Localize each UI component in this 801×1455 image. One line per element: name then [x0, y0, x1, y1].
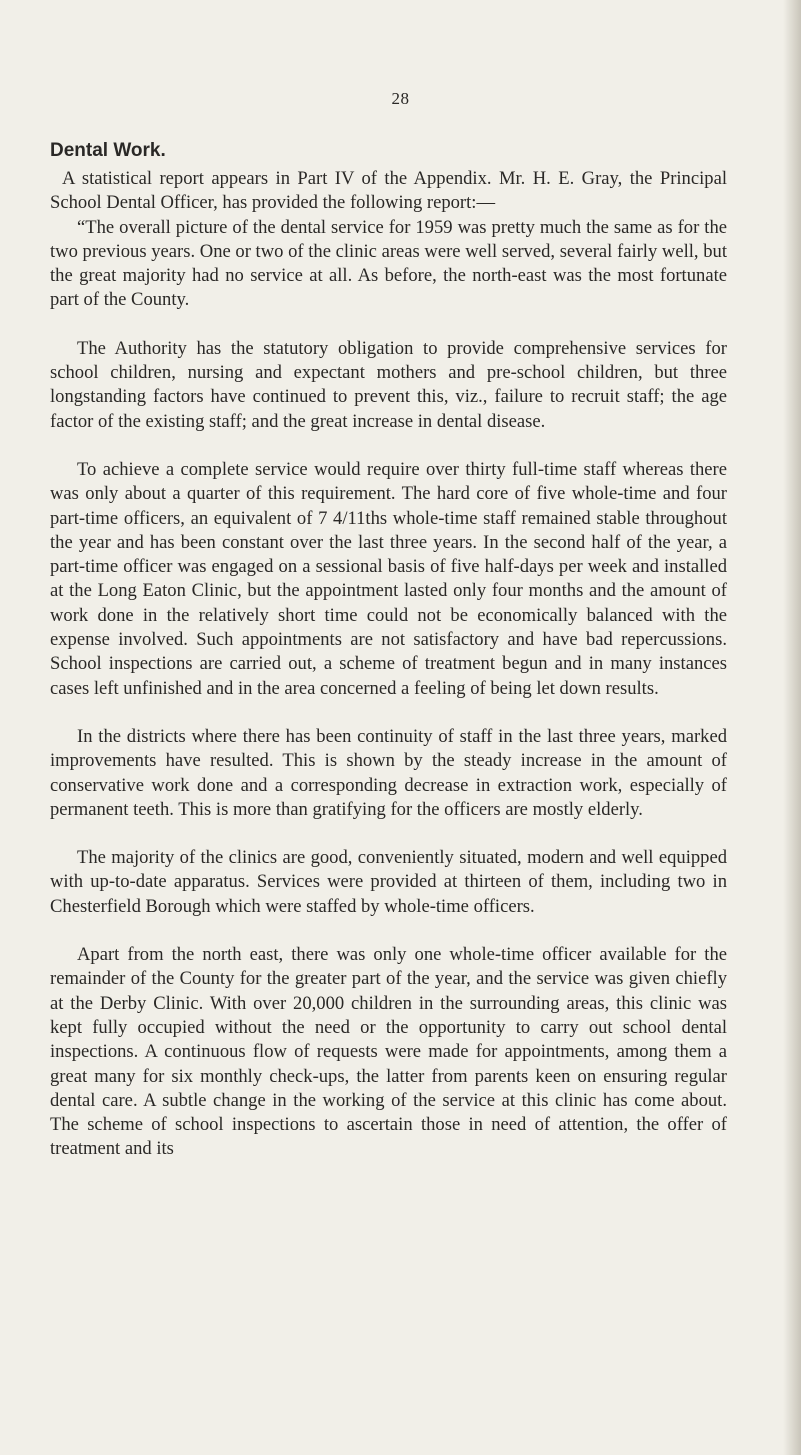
paragraph-intro: A statistical report appears in Part IV of the Appendix. Mr. H. E. Gray, the Principal School Dental Officer, has provided the following report:—	[50, 168, 727, 214]
paragraph-staffing: To achieve a complete service would require over thirty full-time staff whereas there was only about a quarter of this requirement. The hard core of five whole-time and four part-time officers, an equivalent of 7 4/11ths whole-time staff remained stable throughout the year and has been constant over the last three years. In the second half of the year, a part-time officer was engaged on a sessional basis of five half-days per week and installed at the Long Eaton Clinic, but the appointment lasted only four months and the amount of work done in the relatively short time could not be economically balanced with the expense involved. Such appointments are not satisfactory and have bad repercussions. School inspections are carried out, a scheme of treatment begun and in many instances cases left unfinished and in the area concerned a feeling of being let down results.	[50, 458, 727, 699]
paragraph-clinics: The majority of the clinics are good, conveniently situated, modern and well equipped with up-to-date apparatus. Services were provided at thirteen of them, including two in Chesterfield Borough which were staffed by whole-time officers.	[50, 847, 727, 917]
paragraph-continuity: In the districts where there has been continuity of staff in the last three years, marked improvements have resulted. This is shown by the steady increase in the amount of conservative work done and a corresponding decrease in extraction work, especially of permanent teeth. This is more than gratifying for the officers are mostly elderly.	[50, 725, 727, 820]
section-heading: Dental Work.	[50, 140, 166, 161]
paragraph-derby-clinic: Apart from the north east, there was only one whole-time officer available for the remainder of the County for the greater part of the year, and the service was given chiefly at the Derby Clinic. With over 20,000 children in the surrounding areas, this clinic was kept fully occupied without the need or the opportunity to carry out school dental inspections. A continuous flow of requests were made for appointments, among them a great many for six monthly check-ups, the latter from parents keen on ensuring regular dental care. A subtle change in the working of the service at this clinic has come about. The scheme of school inspections to ascertain those in need of attention, the offer of treatment and its	[50, 944, 727, 1160]
paragraph-overall-picture: “The overall picture of the dental service for 1959 was pretty much the same as for the two previous years. One or two of the clinic areas were well served, several fairly well, but the great majority had no service at all. As before, the north-east was the most fortunate part of the County.	[50, 216, 727, 311]
page-body	[50, 138, 727, 1162]
page-number: 28	[391, 89, 410, 108]
paragraph-statutory-obligation: The Authority has the statutory obligation to provide comprehensive services for school children, nursing and expectant mothers and pre-school children, but three longstanding factors have continued to prevent this, viz., failure to recruit staff; the age factor of the existing staff; and the great increase in dental disease.	[50, 337, 727, 432]
page-edge-shadow	[783, 0, 801, 1455]
